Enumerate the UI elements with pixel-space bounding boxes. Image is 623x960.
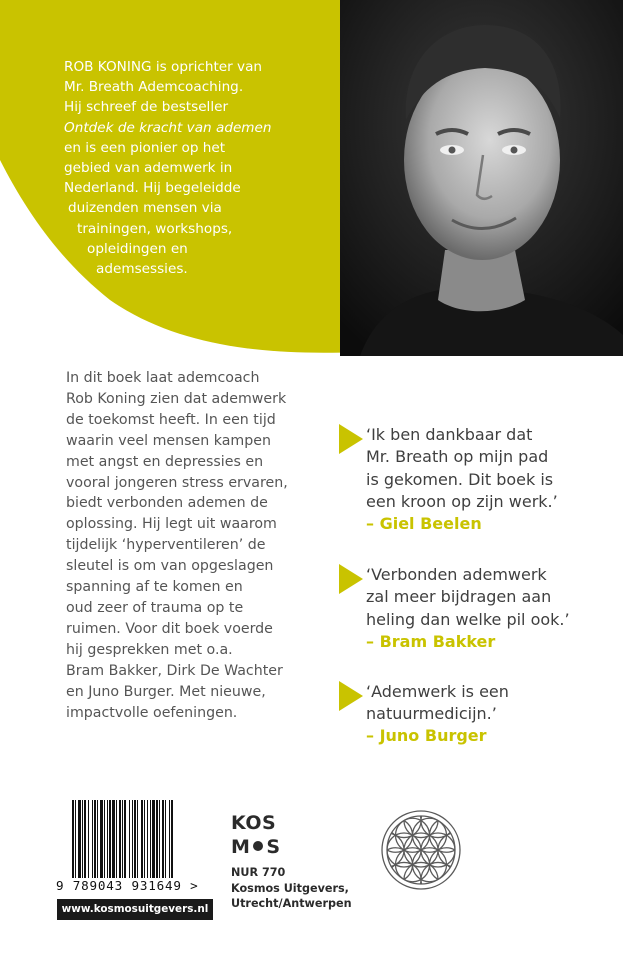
bio-line: gebied van ademwerk in bbox=[64, 160, 233, 176]
description-line: ruimen. Voor dit boek voerde bbox=[66, 620, 273, 637]
publisher-line: Kosmos Uitgevers, bbox=[231, 881, 349, 895]
description-line: oplossing. Hij legt uit waarom bbox=[66, 516, 277, 533]
description-line: hij gesprekken met o.a. bbox=[66, 641, 233, 658]
bio-line: ademsessies. bbox=[96, 261, 188, 277]
quote-line: een kroon op zijn werk.’ bbox=[366, 492, 558, 512]
bio-line: Ontdek de kracht van ademen bbox=[64, 119, 272, 136]
description-line: Rob Koning zien dat ademwerk bbox=[66, 390, 287, 407]
quote-arrow-icon bbox=[339, 681, 363, 711]
bio-line: Mr. Breath Ademcoaching. bbox=[64, 79, 244, 96]
description-line: sleutel is om van opgeslagen bbox=[66, 558, 274, 575]
description-line: met angst en depressies en bbox=[66, 453, 264, 470]
flower-of-life-icon bbox=[367, 796, 475, 904]
author-portrait bbox=[340, 0, 623, 356]
bio-line: ROB KONING is oprichter van bbox=[64, 59, 263, 75]
quote-line: ‘Ik ben dankbaar dat bbox=[366, 425, 533, 444]
bio-line: Hij schreef de bestseller bbox=[64, 99, 229, 116]
quote-text bbox=[366, 564, 570, 631]
description-line: vooral jongeren stress ervaren, bbox=[66, 474, 288, 491]
description-line: en Juno Burger. Met nieuwe, bbox=[66, 683, 266, 700]
publisher-line: Utrecht/Antwerpen bbox=[231, 897, 352, 910]
bio-line: Nederland. Hij begeleidde bbox=[64, 180, 241, 197]
quote-arrow-icon bbox=[339, 564, 363, 594]
description-line: biedt verbonden ademen de bbox=[66, 495, 268, 512]
quote-text bbox=[366, 681, 509, 726]
logo-bottom-left: M bbox=[231, 836, 251, 858]
quote-arrow-icon bbox=[339, 424, 363, 454]
quote-line: ‘Verbonden ademwerk bbox=[366, 565, 547, 584]
description-line: tijdelijk ‘hyperventileren’ de bbox=[66, 537, 266, 554]
description-line: de toekomst heeft. In een tijd bbox=[66, 411, 276, 428]
bio-line: trainingen, workshops, bbox=[77, 220, 233, 237]
bio-line: opleidingen en bbox=[87, 240, 188, 257]
quote-line: is gekomen. Dit boek is bbox=[366, 469, 554, 489]
quote-line: heling dan welke pil ook.’ bbox=[366, 609, 570, 629]
publisher-info bbox=[231, 865, 352, 912]
description-line: impactvolle oefeningen. bbox=[66, 704, 238, 721]
barcode-image bbox=[70, 800, 210, 878]
quote-line: ‘Ademwerk is een bbox=[366, 682, 509, 701]
description-line: spanning af te komen en bbox=[66, 579, 243, 596]
publisher-website[interactable]: www.kosmosuitgevers.nl bbox=[57, 899, 213, 920]
quote-line: natuurmedicijn.’ bbox=[366, 704, 497, 724]
bio-line: en is een pionier op het bbox=[64, 139, 226, 156]
description-line: Bram Bakker, Dirk De Wachter bbox=[66, 662, 283, 679]
quote-line: Mr. Breath op mijn pad bbox=[366, 447, 549, 467]
description-line: waarin veel mensen kampen bbox=[66, 432, 271, 449]
description-line: In dit boek laat ademcoach bbox=[66, 370, 260, 386]
logo-top-text: KOS bbox=[231, 812, 277, 834]
publisher-line: NUR 770 bbox=[231, 866, 286, 879]
logo-dot-icon bbox=[253, 841, 263, 851]
description-line: oud zeer of trauma op te bbox=[66, 599, 244, 616]
quote-line: zal meer bijdragen aan bbox=[366, 587, 552, 607]
quote-author: – Juno Burger bbox=[366, 726, 487, 745]
book-description bbox=[66, 368, 336, 723]
quote-author: – Giel Beelen bbox=[366, 514, 482, 533]
bio-line: duizenden mensen via bbox=[68, 200, 222, 217]
publisher-logo bbox=[231, 812, 283, 858]
logo-bottom-right: S bbox=[266, 836, 281, 858]
isbn-number: 9 789043 931649 > bbox=[56, 878, 199, 893]
quote-author: – Bram Bakker bbox=[366, 632, 496, 651]
quote-text bbox=[366, 424, 558, 514]
